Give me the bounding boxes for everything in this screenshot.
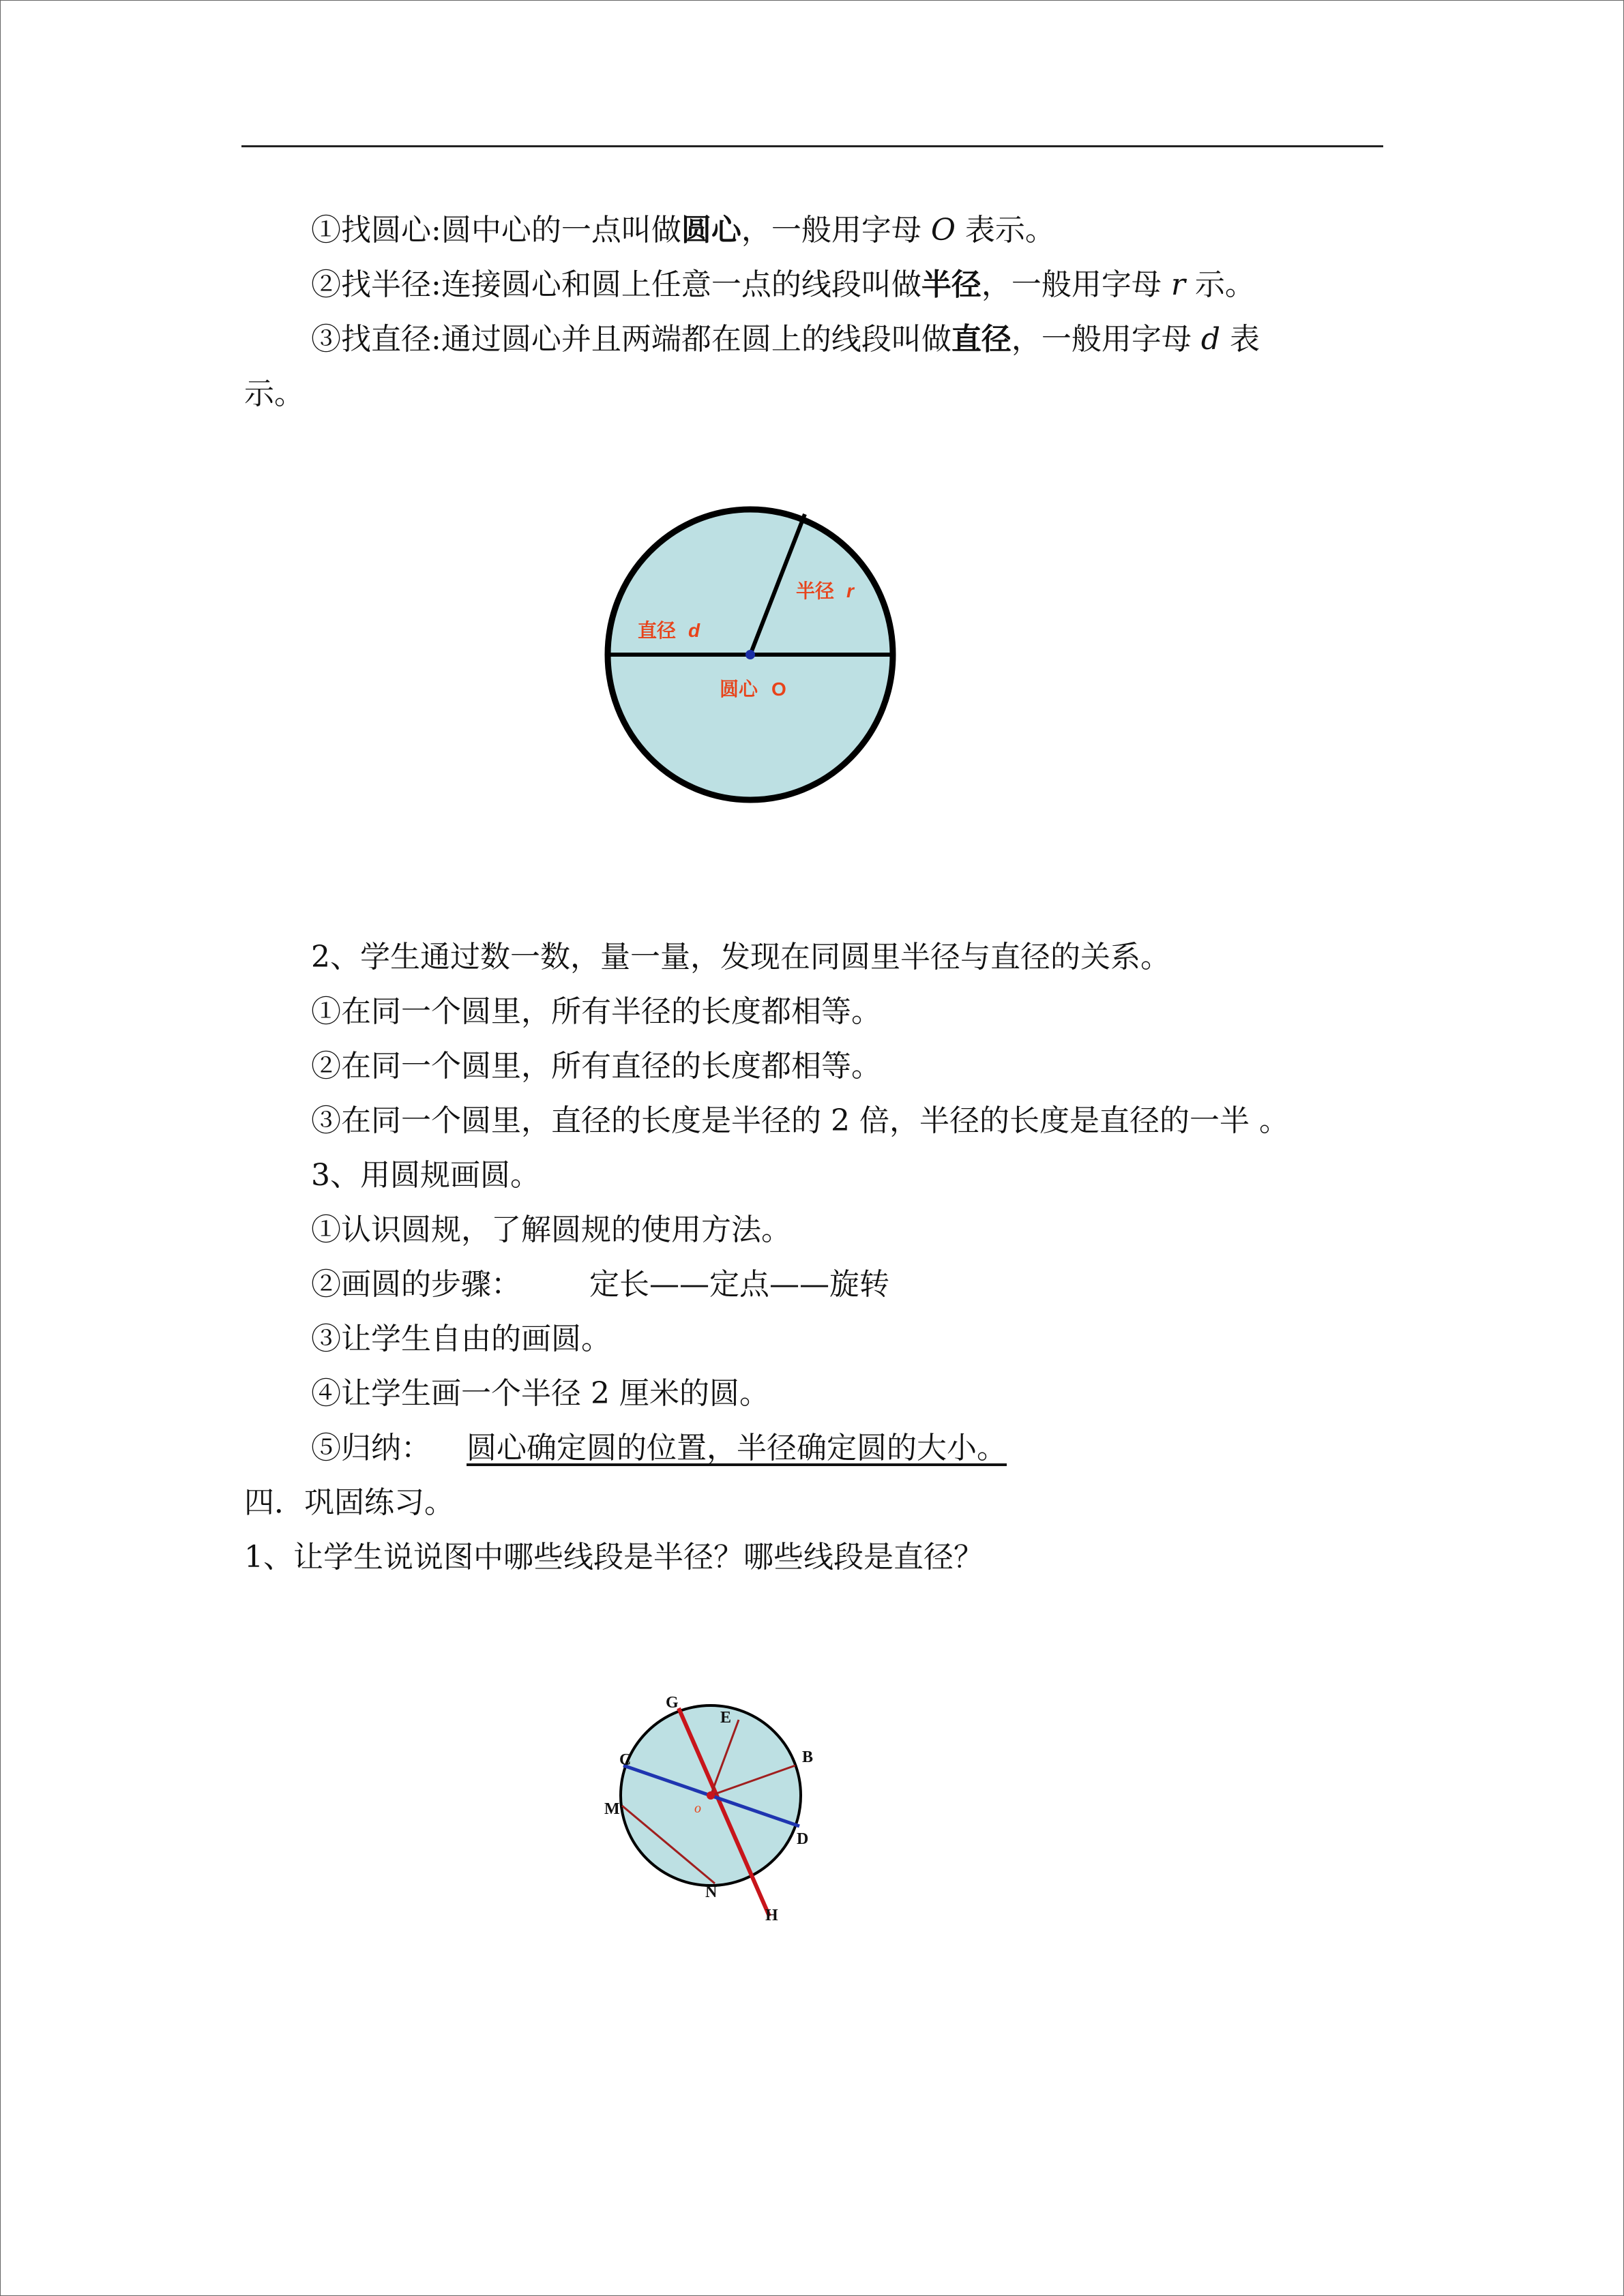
definition-text: 表示。 [964,213,1055,248]
section2-item-1: ①在同一个圆里，所有半径的长度都相等。 [311,994,881,1029]
label-d: D [797,1830,809,1848]
section3-item-3: ③让学生自由的画圆。 [311,1322,611,1356]
section4-title: 四．巩固练习。 [244,1485,454,1520]
definition-text: ②找半径:连接圆心和圆上任意一点的线段叫做 [311,267,921,302]
label-c: C [619,1751,632,1769]
term-radius: 半径 [921,267,981,302]
definition-diameter [311,322,1260,358]
practice-diagram [593,1684,825,1930]
definition-text: ③找直径:通过圆心并且两端都在圆上的线段叫做 [311,322,951,357]
letter-o: O [930,213,956,248]
steps-text: 定长——定点——旋转 [589,1267,889,1302]
definition-text: ，一般用字母 [1011,322,1192,357]
center-label: 圆心 O [720,679,786,700]
section3-item-2 [311,1267,889,1303]
definition-diameter-wrap: 示。 [244,376,304,411]
definition-text: 示。 [1194,267,1255,302]
section3-item-1: ①认识圆规，了解圆规的使用方法。 [311,1212,791,1247]
definition-text: ，一般用字母 [741,213,921,248]
label-n: N [705,1883,718,1901]
label-o: o [694,1801,701,1816]
definition-text: ①找圆心:圆中心的一点叫做 [311,213,681,248]
label-g: G [666,1694,679,1712]
circle-diagram [607,505,894,805]
steps-label: ②画圆的步骤： [311,1267,521,1302]
label-h: H [765,1907,778,1924]
section2-item-3: ③在同一个圆里，直径的长度是半径的 2 倍，半径的长度是直径的一半 。 [311,1103,1289,1138]
section3-title: 3、用圆规画圆。 [311,1158,540,1193]
radius-label: 半径 r [796,580,854,601]
header-rule [241,145,1383,147]
summary-label: ⑤归纳： [311,1431,431,1465]
section2-item-2: ②在同一个圆里，所有直径的长度都相等。 [311,1049,881,1084]
label-b: B [802,1748,814,1766]
definition-radius [311,267,1255,303]
term-diameter: 直径 [951,322,1012,357]
diameter-label: 直径 d [638,620,700,641]
term-center: 圆心 [681,213,741,248]
summary-text: 圆心确定圆的位置，半径确定圆的大小。 [467,1431,1007,1465]
definition-center [311,213,1055,249]
practice-question: 1、让学生说说图中哪些线段是半径？哪些线段是直径？ [244,1540,984,1575]
definition-text: ，一般用字母 [981,267,1162,302]
section2-intro: 2、学生通过数一数，量一量，发现在同圆里半径与直径的关系。 [311,940,1170,974]
label-m: M [604,1800,620,1818]
section3-item-4: ④让学生画一个半径 2 厘米的圆。 [311,1376,769,1411]
letter-r: r [1170,267,1185,302]
letter-d: d [1200,322,1220,357]
definition-text: 表 [1230,322,1260,357]
label-e: E [720,1709,732,1727]
practice-center-point [707,1791,715,1800]
center-point [745,650,755,659]
section3-item-5 [311,1431,1007,1467]
